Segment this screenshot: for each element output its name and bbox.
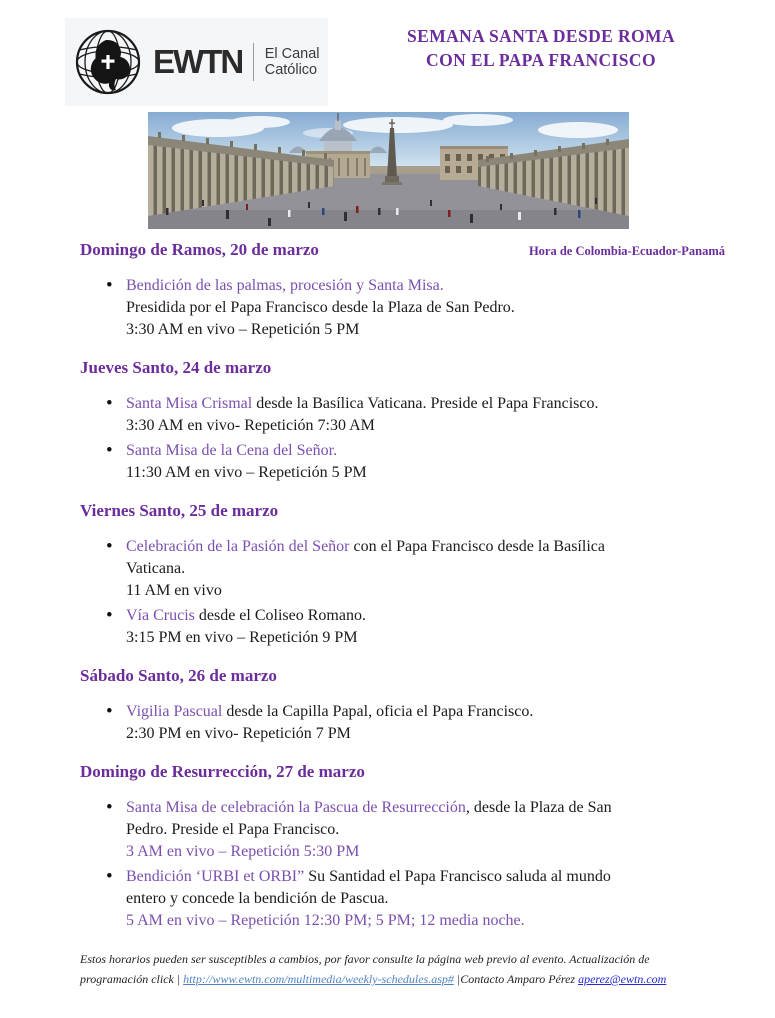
- text-segment: 5 AM en vivo – Repetición 12:30 PM; 5 PM; 12 media noche.: [126, 912, 525, 929]
- schedule-item-list: [80, 797, 725, 932]
- text-segment: 2:30 PM en vivo- Repetición 7 PM: [126, 725, 351, 742]
- schedule-section: [80, 666, 725, 745]
- schedule-item-list: [80, 701, 725, 745]
- section-header: [80, 762, 725, 782]
- schedule-line: [126, 440, 725, 462]
- section-heading: Jueves Santo, 24 de marzo: [80, 358, 272, 377]
- schedule-line: [126, 297, 725, 319]
- schedule-item-list: [80, 275, 725, 341]
- schedule-line: [126, 319, 725, 341]
- schedule-section: [80, 358, 725, 484]
- schedule-section: [80, 762, 725, 932]
- text-segment: 3:30 AM en vivo- Repetición 7:30 AM: [126, 417, 375, 434]
- text-segment: Santa Misa de celebración la Pascua de Resurrección: [126, 799, 466, 816]
- text-segment: Vía Crucis: [126, 607, 195, 624]
- footer-line-2: [80, 969, 725, 989]
- text-segment: desde el Coliseo Romano.: [194, 607, 366, 624]
- schedule-content: [80, 240, 725, 989]
- section-heading: Domingo de Resurrección, 27 de marzo: [80, 762, 365, 781]
- schedule-item: [126, 797, 725, 863]
- text-segment: Vaticana.: [126, 560, 186, 577]
- text-segment: 11 AM en vivo: [126, 582, 222, 599]
- schedule-line: [126, 580, 725, 602]
- text-segment: , desde la Plaza de San: [465, 799, 612, 816]
- schedule-item: [126, 536, 725, 602]
- logo-tagline: El Canal Católico: [264, 46, 320, 78]
- schedule-line: [126, 536, 725, 558]
- schedule-item: [126, 393, 725, 437]
- section-header: [80, 666, 725, 686]
- schedule-item-list: [80, 536, 725, 649]
- section-heading: Sábado Santo, 26 de marzo: [80, 666, 277, 685]
- schedule-sections: [80, 240, 725, 932]
- text-segment: Celebración de la Pasión del Señor: [126, 538, 350, 555]
- text-segment: Pedro. Preside el Papa Francisco.: [126, 821, 340, 838]
- schedule-web-link[interactable]: http://www.ewtn.com/multimedia/weekly-schedules.asp#: [183, 972, 454, 986]
- contact-email-link[interactable]: aperez@ewtn.com: [578, 972, 667, 986]
- schedule-line: [126, 819, 725, 841]
- schedule-section: [80, 240, 725, 341]
- text-segment: Vigilia Pascual: [126, 703, 223, 720]
- section-header: [80, 501, 725, 521]
- timezone-note: Hora de Colombia-Ecuador-Panamá: [528, 244, 725, 258]
- schedule-line: [126, 723, 725, 745]
- schedule-line: [126, 910, 725, 932]
- schedule-item: [126, 701, 725, 745]
- footer-note: [80, 949, 725, 989]
- document-title: [352, 24, 730, 72]
- schedule-line: [126, 627, 725, 649]
- schedule-item-list: [80, 393, 725, 484]
- text-segment: Santa Misa de la Cena del Señor.: [126, 442, 338, 459]
- section-heading: Viernes Santo, 25 de marzo: [80, 501, 279, 520]
- section-heading: Domingo de Ramos, 20 de marzo: [80, 240, 319, 259]
- document-title-line-2: CON EL PAPA FRANCISCO: [426, 50, 656, 70]
- schedule-line: [126, 462, 725, 484]
- document-title-line-1: SEMANA SANTA DESDE ROMA: [406, 26, 675, 46]
- text-segment: con el Papa Francisco desde la Basílica: [349, 538, 605, 555]
- text-segment: Santa Misa Crismal: [126, 395, 253, 412]
- schedule-line: [126, 701, 725, 723]
- text-segment: Su Santidad el Papa Francisco saluda al mundo: [304, 868, 611, 885]
- footer-line-1: Estos horarios pueden ser susceptibles a cambios, por favor consulte la página web previo al evento. Actualización de: [80, 952, 650, 966]
- schedule-line: [126, 605, 725, 627]
- schedule-item: [126, 440, 725, 484]
- text-segment: 11:30 AM en vivo – Repetición 5 PM: [126, 464, 367, 481]
- schedule-line: [126, 275, 725, 297]
- schedule-line: [126, 866, 725, 888]
- footer-line-2-middle: |Contacto Amparo Pérez: [453, 972, 579, 986]
- text-segment: Bendición de las palmas, procesión y Santa Misa.: [126, 277, 444, 294]
- schedule-line: [126, 558, 725, 580]
- ewtn-globe-dove-icon: [73, 27, 143, 97]
- schedule-item: [126, 275, 725, 341]
- text-segment: desde la Basílica Vaticana. Preside el Papa Francisco.: [252, 395, 599, 412]
- schedule-item: [126, 866, 725, 932]
- text-segment: 3 AM en vivo – Repetición 5:30 PM: [126, 843, 360, 860]
- text-segment: 3:15 PM en vivo – Repetición 9 PM: [126, 629, 358, 646]
- schedule-line: [126, 393, 725, 415]
- schedule-section: [80, 501, 725, 649]
- ewtn-logo: [65, 18, 328, 106]
- st-peters-square-photo: [148, 112, 629, 229]
- section-header: [80, 358, 725, 378]
- logo-divider: [253, 43, 254, 81]
- schedule-line: [126, 888, 725, 910]
- text-segment: Bendición ‘URBI et ORBI”: [126, 868, 305, 885]
- text-segment: 3:30 AM en vivo – Repetición 5 PM: [126, 321, 360, 338]
- text-segment: Presidida por el Papa Francisco desde la Plaza de San Pedro.: [126, 299, 515, 316]
- section-header: [80, 240, 725, 260]
- schedule-line: [126, 797, 725, 819]
- text-segment: desde la Capilla Papal, oficia el Papa Francisco.: [222, 703, 534, 720]
- schedule-item: [126, 605, 725, 649]
- ewtn-wordmark: EWTN: [153, 43, 243, 80]
- text-segment: entero y concede la bendición de Pascua.: [126, 890, 389, 907]
- schedule-line: [126, 415, 725, 437]
- footer-line-2-prefix: programación click |: [80, 972, 184, 986]
- schedule-line: [126, 841, 725, 863]
